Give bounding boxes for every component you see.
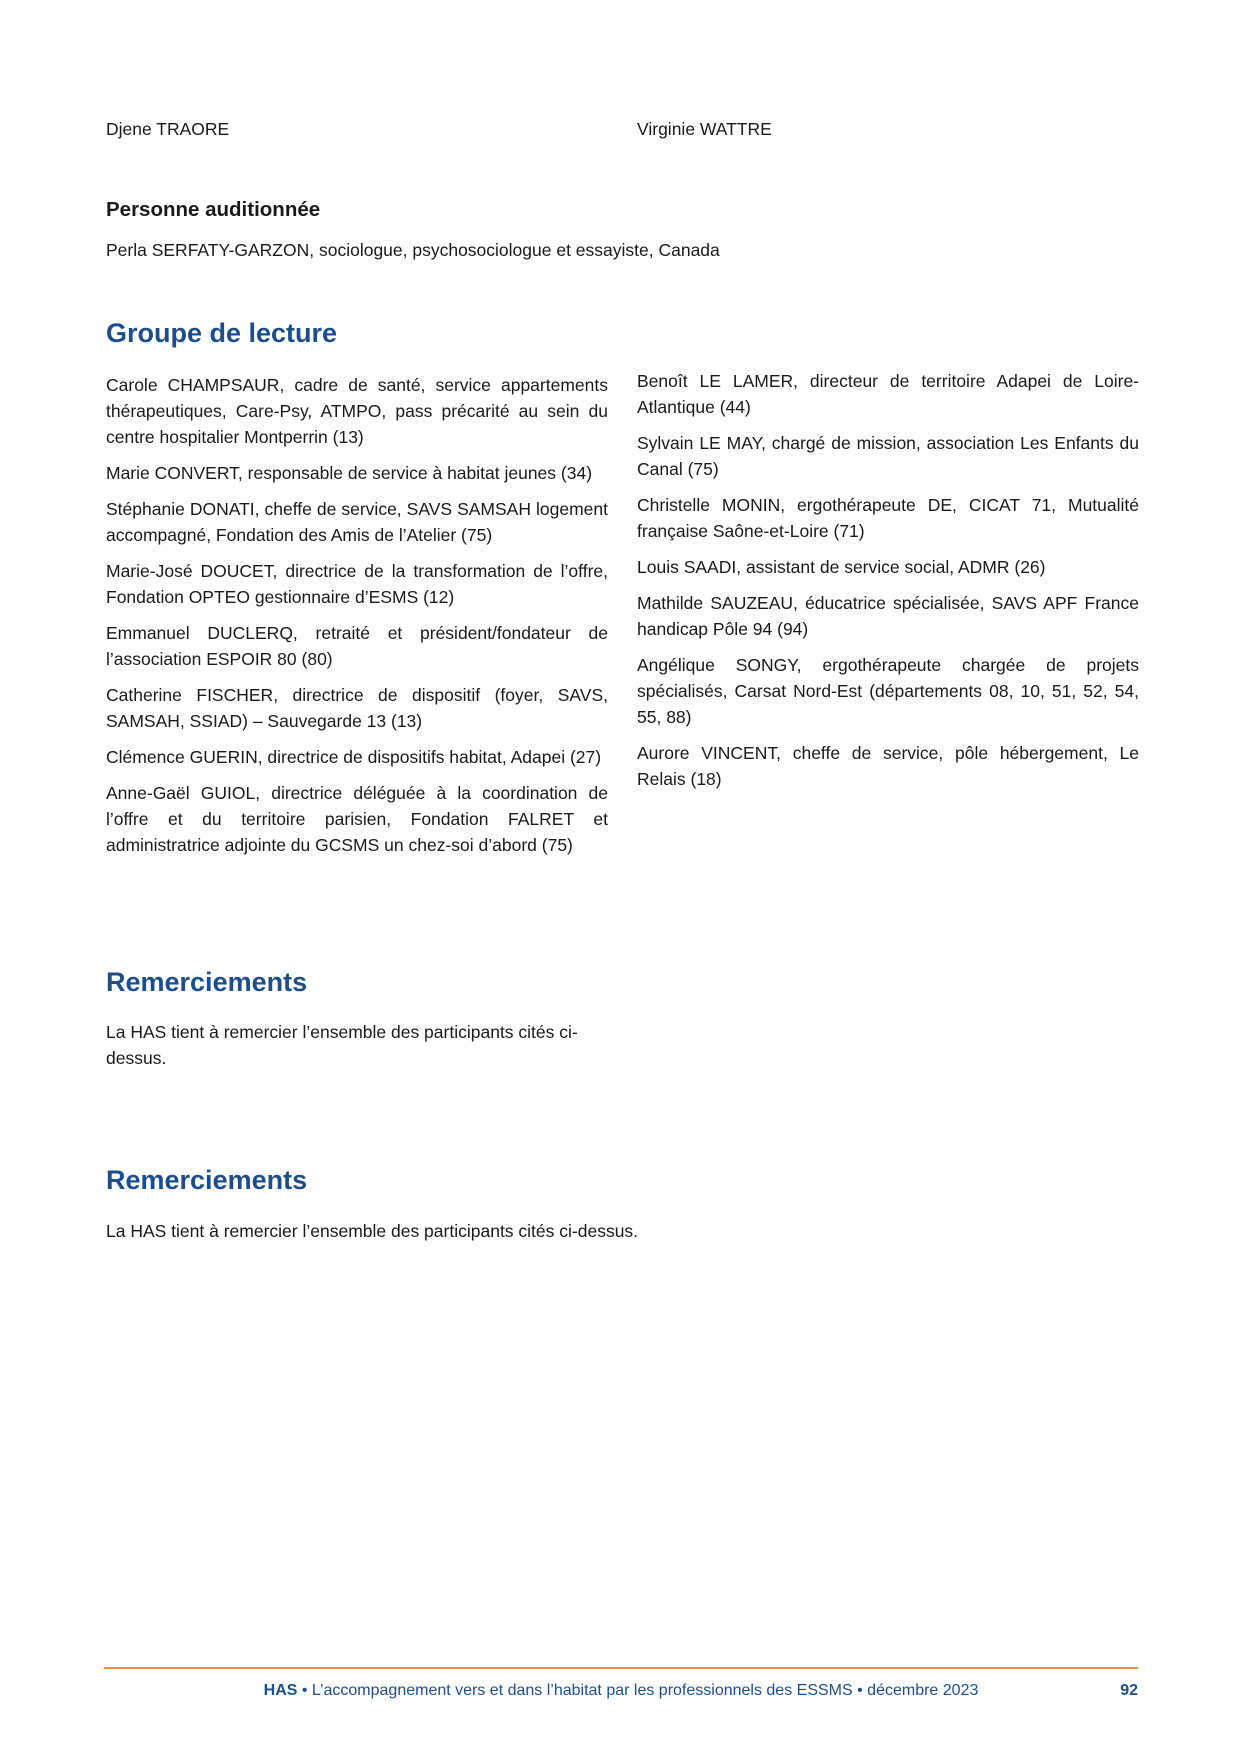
hearing-heading: Personne auditionnée xyxy=(106,198,321,221)
list-item: Marie CONVERT, responsable de service à habitat jeunes (34) xyxy=(106,463,593,483)
reading-group-heading: Groupe de lecture xyxy=(106,318,338,348)
list-item: Aurore VINCENT, cheffe de service, pôle hébergement, Le Relais (18) xyxy=(637,743,1139,789)
list-item: Anne-Gaël GUIOL, directrice déléguée à la coordination de l’offre et du territoire parisien, Fondation FALRET et administratrice adjointe du GCSMS un chez-soi d’abord (75) xyxy=(106,783,608,855)
footer-rule xyxy=(104,1667,1138,1669)
reading-group-right-column xyxy=(637,368,1139,802)
participant-name: Djene TRAORE xyxy=(106,119,230,139)
footer-brand: HAS xyxy=(263,1682,298,1699)
list-item: Catherine FISCHER, directrice de dispositif (foyer, SAVS, SAMSAH, SSIAD) – Sauvegarde 13 (13) xyxy=(106,685,608,731)
hearing-person: Perla SERFATY-GARZON, sociologue, psychosociologue et essayiste, Canada xyxy=(106,240,720,260)
thanks-heading: Remerciements xyxy=(106,1165,308,1195)
list-item: Mathilde SAUZEAU, éducatrice spécialisée, SAVS APF France handicap Pôle 94 (94) xyxy=(637,593,1139,639)
list-item: Sylvain LE MAY, chargé de mission, association Les Enfants du Canal (75) xyxy=(637,433,1139,479)
thanks-text: La HAS tient à remercier l’ensemble des participants cités ci-dessus. xyxy=(106,1022,578,1068)
list-item: Benoît LE LAMER, directeur de territoire Adapei de Loire-Atlantique (44) xyxy=(637,371,1139,417)
footer-caption xyxy=(104,1682,1138,1700)
footer-date: décembre 2023 xyxy=(867,1682,979,1699)
list-item: Marie-José DOUCET, directrice de la transformation de l’offre, Fondation OPTEO gestionnaire d’ESMS (12) xyxy=(106,561,608,607)
footer-separator: • xyxy=(852,1682,868,1699)
participant-name: Virginie WATTRE xyxy=(637,119,772,139)
list-item: Emmanuel DUCLERQ, retraité et président/fondateur de l’association ESPOIR 80 (80) xyxy=(106,623,608,669)
list-item: Angélique SONGY, ergothérapeute chargée de projets spécialisés, Carsat Nord-Est (départements 08, 10, 51, 52, 54, 55, 88) xyxy=(637,655,1139,727)
thanks-text: La HAS tient à remercier l’ensemble des participants cités ci-dessus. xyxy=(106,1221,639,1241)
thanks-heading: Remerciements xyxy=(106,967,308,997)
footer-title: L’accompagnement vers et dans l’habitat par les professionnels des ESSMS xyxy=(311,1682,853,1699)
list-item: Clémence GUERIN, directrice de dispositifs habitat, Adapei (27) xyxy=(106,747,602,767)
list-item: Stéphanie DONATI, cheffe de service, SAVS SAMSAH logement accompagné, Fondation des Amis de l’Atelier (75) xyxy=(106,499,608,545)
page-number: 92 xyxy=(1120,1682,1138,1699)
list-item: Carole CHAMPSAUR, cadre de santé, service appartements thérapeutiques, Care-Psy, ATMPO, pass précarité au sein du centre hospitalier Montperrin (13) xyxy=(106,375,608,447)
footer-separator: • xyxy=(297,1682,312,1699)
list-item: Christelle MONIN, ergothérapeute DE, CICAT 71, Mutualité française Saône-et-Loire (71) xyxy=(637,495,1139,541)
reading-group-left-column xyxy=(106,372,608,868)
list-item: Louis SAADI, assistant de service social, ADMR (26) xyxy=(637,557,1046,577)
